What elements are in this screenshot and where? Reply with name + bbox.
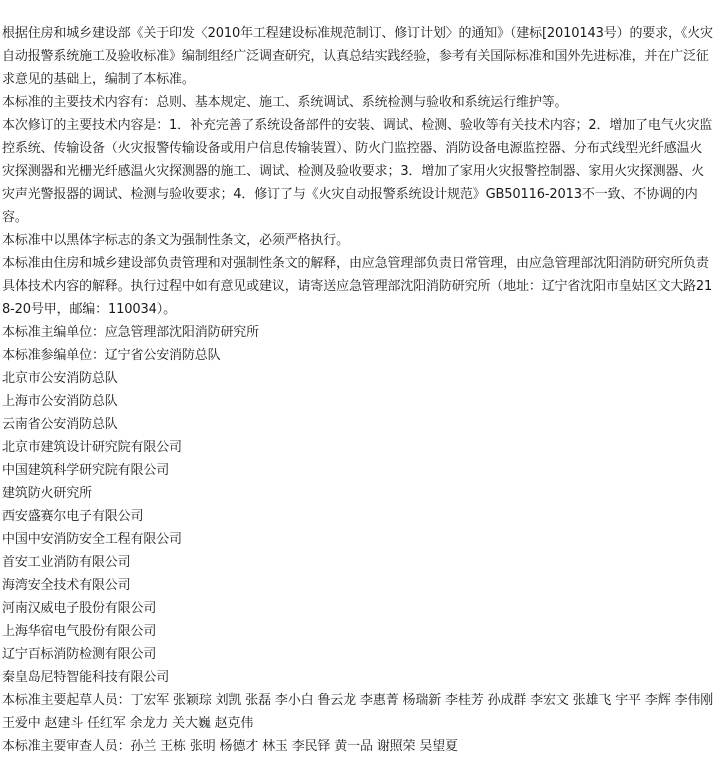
- participating-unit-13: 上海华宿电气股份有限公司: [2, 624, 157, 639]
- chief-editor-unit: 本标准主编单位：应急管理部沈阳消防研究所: [2, 325, 260, 340]
- participating-unit-5: 北京市建筑设计研究院有限公司: [2, 440, 182, 455]
- mandatory-clause-note: 本标准中以黑体字标志的条文为强制性条文，必须严格执行。: [2, 233, 349, 248]
- participating-unit-11: 海湾安全技术有限公司: [2, 578, 131, 593]
- main-content-paragraph: 本标准的主要技术内容有：总则、基本规定、施工、系统调试、系统检测与验收和系统运行维护等。: [2, 95, 568, 110]
- participating-unit-8: 西安盛赛尔电子有限公司: [2, 509, 144, 524]
- participating-unit-1: 本标准参编单位：辽宁省公安消防总队: [2, 348, 221, 363]
- preface-paragraph-1: 根据住房和城乡建设部《关于印发〈2010年工程建设标准规范制订、修订计划〉的通知》（建标[2010143号）的要求，《火灾自动报警系统施工及验收标准》编制组经广泛调查研究，认真总结实践经验，参考有关国际标准和国外先进标准，并在广泛征求意见的基础上，编制了本标准。: [2, 26, 713, 87]
- reviewers-list: 本标准主要审查人员：孙兰 王栋 张明 杨德才 林玉 李民铎 黄一品 谢照荣 吴望夏: [2, 739, 458, 754]
- management-paragraph: 本标准由住房和城乡建设部负责管理和对强制性条文的解释，由应急管理部负责日常管理，由应急管理部沈阳消防研究所负责具体技术内容的解释。执行过程中如有意见或建议，请寄送应急管理部沈阳消防研究所（地址：辽宁省沈阳市皇姑区文大路218-20号甲，邮编：110034）。: [2, 256, 713, 317]
- participating-unit-10: 首安工业消防有限公司: [2, 555, 131, 570]
- participating-unit-3: 上海市公安消防总队: [2, 394, 118, 409]
- participating-unit-9: 中国中安消防安全工程有限公司: [2, 532, 182, 547]
- participating-unit-15: 秦皇岛尼特智能科技有限公司: [2, 670, 170, 685]
- participating-unit-7: 建筑防火研究所: [2, 486, 92, 501]
- participating-unit-4: 云南省公安消防总队: [2, 417, 118, 432]
- participating-unit-2: 北京市公安消防总队: [2, 371, 118, 386]
- participating-unit-14: 辽宁百标消防检测有限公司: [2, 647, 157, 662]
- revision-content-paragraph: 本次修订的主要技术内容是：1．补充完善了系统设备部件的安装、调试、检测、验收等有关技术内容；2．增加了电气火灾监控系统、传输设备（火灾报警传输设备或用户信息传输装置）、防火门监控器、消防设备电源监控器、分布式线型光纤感温火灾探测器和光栅光纤感温火灾探测器的施工、调试、检测及验收要求；3．增加了家用火灾报警控制器、家用火灾探测器、火灾声光警报器的调试、检测与验收要求；4．修订了与《火灾自动报警系统设计规范》GB50116-2013不一致、不协调的内容。: [2, 118, 713, 225]
- participating-unit-12: 河南汉威电子股份有限公司: [2, 601, 157, 616]
- participating-unit-6: 中国建筑科学研究院有限公司: [2, 463, 170, 478]
- drafters-list: 本标准主要起草人员：丁宏军 张颖琮 刘凯 张磊 李小白 鲁云龙 李惠菁 杨瑞新 李桂芳 孙成群 李宏文 张雄飞 宇平 李辉 李伟刚 王爱中 赵建斗 任红军 余龙力 关大巍 赵克伟: [2, 693, 714, 731]
